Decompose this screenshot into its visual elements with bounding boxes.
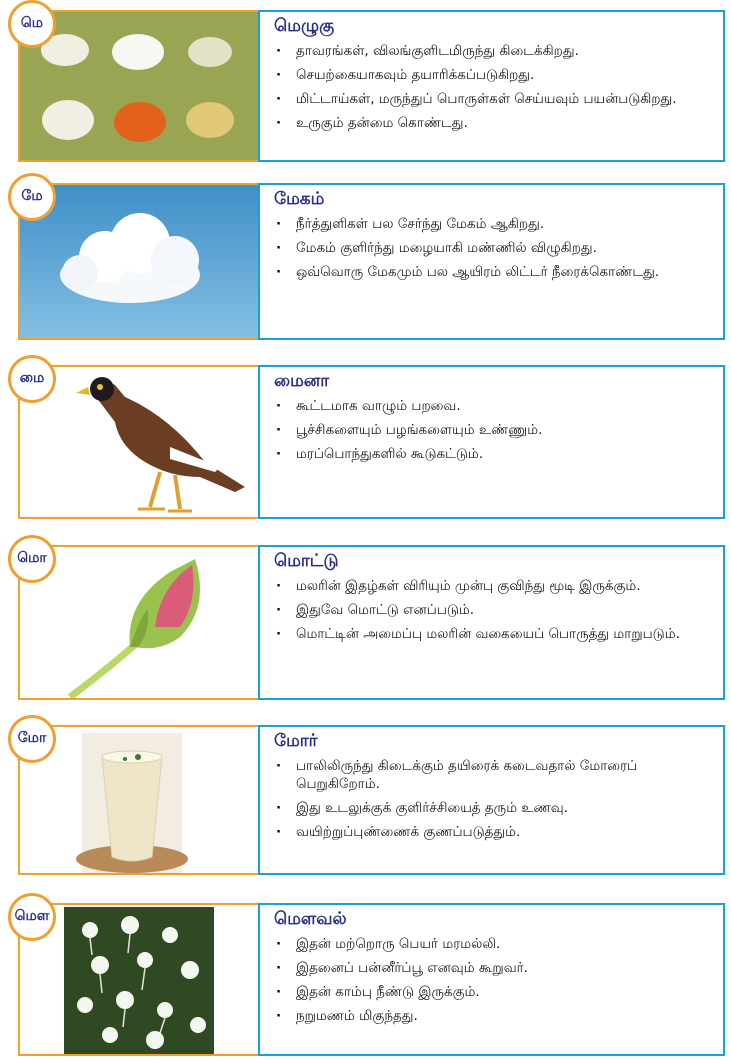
list-item: · இதன் காம்பு நீண்டு இருக்கும். bbox=[274, 983, 713, 1001]
list-item: · இதுவே மொட்டு எனப்படும். bbox=[274, 601, 713, 619]
list-item: · இதன் மற்றொரு பெயர் மரமல்லி. bbox=[274, 935, 713, 953]
list-item: · செயற்கையாகவும் தயாரிக்கப்படுகிறது. bbox=[274, 66, 713, 84]
list-item: · மொட்டின் அமைப்பு மலரின் வகையைப் பொருத்து மாறுபடும். bbox=[274, 625, 713, 643]
card-bud bbox=[18, 545, 725, 700]
letter-badge: மை bbox=[8, 355, 56, 403]
list-item: · இது உடலுக்குக் குளிர்ச்சியைத் தரும் உணவு. bbox=[274, 799, 713, 817]
list-item: · நறுமணம் மிகுந்தது. bbox=[274, 1007, 713, 1025]
card-cloud bbox=[18, 183, 725, 340]
list-item: · வயிற்றுப்புண்ணைக் குணப்படுத்தும். bbox=[274, 823, 713, 841]
wax-text-panel bbox=[258, 10, 725, 162]
list-item: · தாவரங்கள், விலங்குளிடமிருந்து கிடைக்கிறது. bbox=[274, 42, 713, 60]
white-flowers-icon bbox=[20, 905, 258, 1056]
card-title: மெழுகு bbox=[274, 16, 335, 36]
list-item: · நீர்த்துளிகள் பல சேர்ந்து மேகம் ஆகிறது. bbox=[274, 215, 713, 233]
card-buttermilk bbox=[18, 725, 725, 875]
point-list bbox=[274, 397, 713, 469]
point-list bbox=[274, 577, 713, 649]
card-title: மைனா bbox=[274, 371, 330, 391]
buttermilk-glass-icon bbox=[20, 727, 258, 875]
flowers-text-panel bbox=[258, 903, 725, 1056]
card-myna bbox=[18, 365, 725, 519]
letter-badge: மோ bbox=[8, 715, 56, 763]
myna-text-panel bbox=[258, 365, 725, 519]
card-title: மௌவல் bbox=[274, 909, 347, 929]
point-list bbox=[274, 935, 713, 1031]
letter-badge: மௌ bbox=[8, 893, 56, 941]
card-title: மொட்டு bbox=[274, 551, 339, 571]
letter-badge: மெ bbox=[8, 0, 56, 48]
point-list bbox=[274, 42, 713, 138]
cloud-text-panel bbox=[258, 183, 725, 340]
list-item: · மலரின் இதழ்கள் விரியும் முன்பு குவிந்து மூடி இருக்கும். bbox=[274, 577, 713, 595]
letter-badge: மே bbox=[8, 173, 56, 221]
list-item: · மேகம் குளிர்ந்து மழையாகி மண்ணில் விழுகிறது. bbox=[274, 239, 713, 257]
list-item: · ஒவ்வொரு மேகமும் பல ஆயிரம் லிட்டர் நீரைக்கொண்டது. bbox=[274, 263, 713, 281]
point-list bbox=[274, 757, 713, 847]
list-item: · பாலிலிருந்து கிடைக்கும் தயிரைக் கடைவதால் மோரைப் பெறுகிறோம். bbox=[274, 757, 713, 793]
list-item: · மிட்டாய்கள், மருந்துப் பொருள்கள் செய்யவும் பயன்படுகிறது. bbox=[274, 90, 713, 108]
flower-bud-icon bbox=[20, 547, 258, 700]
list-item: · பூச்சிகளையும் பழங்களையும் உண்ணும். bbox=[274, 421, 713, 439]
card-flowers bbox=[14, 903, 725, 1056]
wax-icon bbox=[20, 12, 258, 162]
list-item: · மரப்பொந்துகளில் கூடுகட்டும். bbox=[274, 445, 713, 463]
card-wax bbox=[18, 10, 725, 162]
list-item: · இதனைப் பன்னீர்ப்பூ எனவும் கூறுவர். bbox=[274, 959, 713, 977]
letter-badge: மொ bbox=[8, 535, 56, 583]
list-item: · உருகும் தன்மை கொண்டது. bbox=[274, 114, 713, 132]
cloud-icon bbox=[20, 185, 258, 340]
card-title: மோர் bbox=[274, 731, 318, 751]
card-title: மேகம் bbox=[274, 189, 325, 209]
list-item: · கூட்டமாக வாழும் பறவை. bbox=[274, 397, 713, 415]
bud-text-panel bbox=[258, 545, 725, 700]
point-list bbox=[274, 215, 713, 287]
myna-bird-icon bbox=[20, 367, 258, 519]
buttermilk-text-panel bbox=[258, 725, 725, 875]
